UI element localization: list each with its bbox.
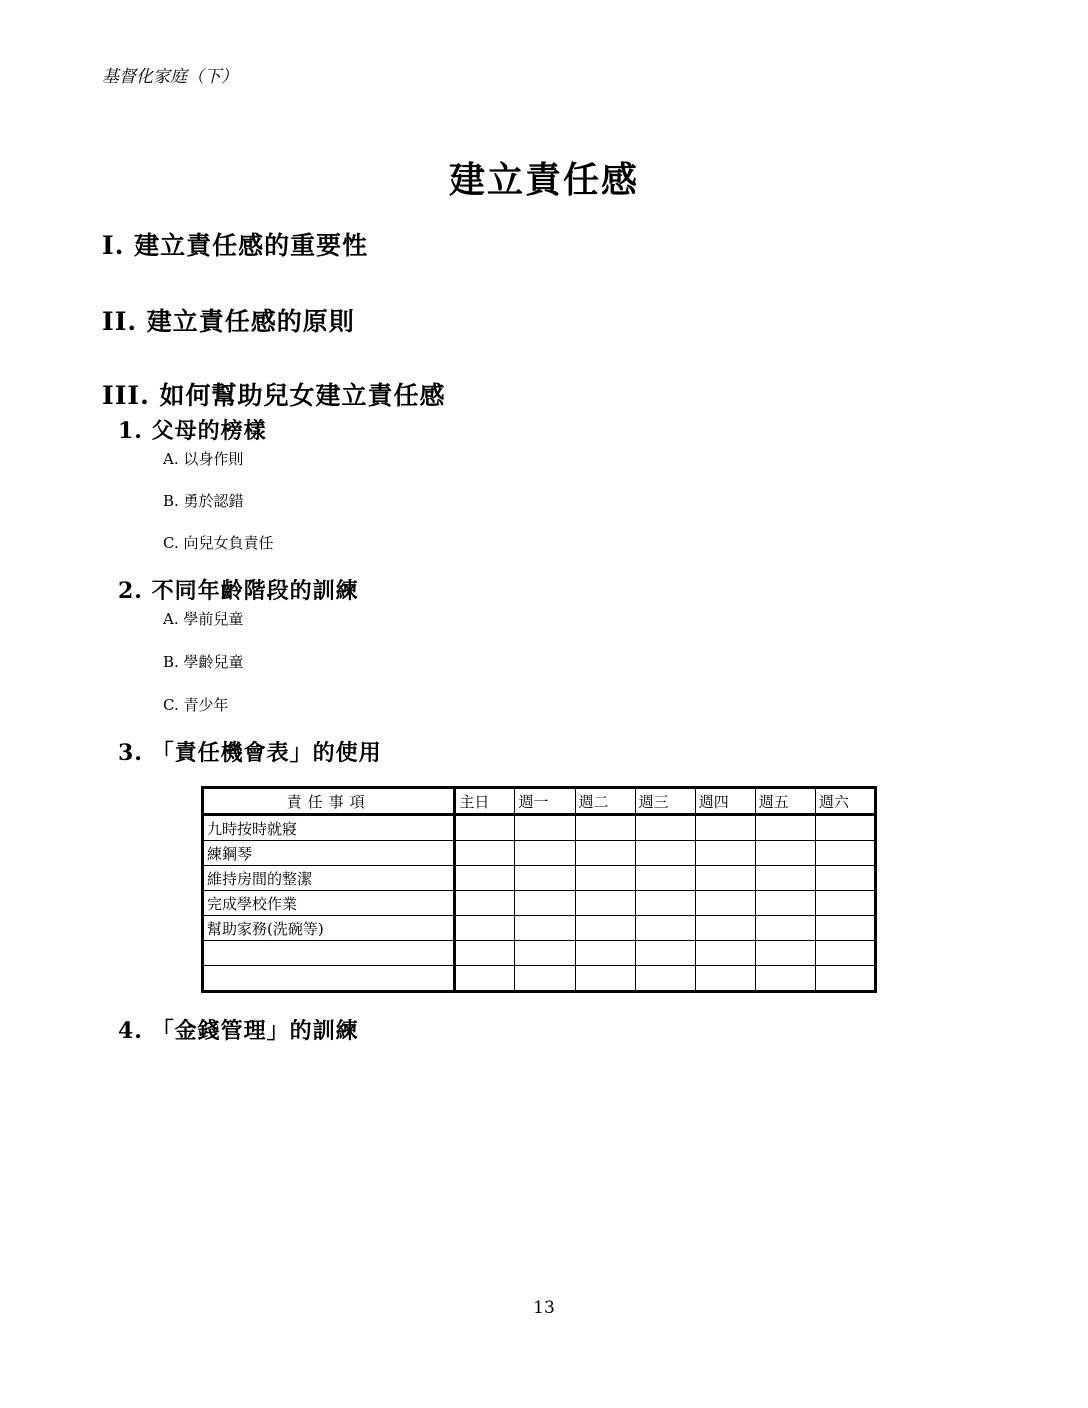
day-cell: [455, 891, 515, 916]
day-cell: [695, 966, 755, 992]
column-header: 責任事項: [203, 788, 455, 815]
day-cell: [635, 866, 695, 891]
day-cell: [755, 916, 815, 941]
day-cell: [515, 841, 575, 866]
day-cell: [635, 841, 695, 866]
table-row: [203, 815, 876, 841]
table-row: [203, 841, 876, 866]
day-cell: [575, 941, 635, 966]
day-cell: [815, 815, 875, 841]
table-header-row: [203, 788, 876, 815]
day-cell: [815, 941, 875, 966]
column-header: 週一: [515, 788, 575, 815]
column-header: 週六: [815, 788, 875, 815]
table-row: [203, 966, 876, 992]
day-cell: [755, 941, 815, 966]
day-cell: [635, 891, 695, 916]
day-cell: [815, 916, 875, 941]
running-header: 基督化家庭（下）: [102, 67, 238, 87]
list-item: A. 學前兒童: [163, 610, 244, 628]
task-cell: 九時按時就寢: [203, 815, 455, 841]
table-row: [203, 916, 876, 941]
section-heading-1: I. 建立責任感的重要性: [102, 231, 369, 260]
subsection-heading-1: 1. 父母的榜樣: [118, 418, 267, 444]
list-item: C. 青少年: [163, 696, 229, 714]
subsection-heading-4: 4. 「金錢管理」的訓練: [118, 1018, 359, 1044]
day-cell: [575, 891, 635, 916]
table-row: [203, 866, 876, 891]
column-header: 週三: [635, 788, 695, 815]
section-heading-3: III. 如何幫助兒女建立責任感: [102, 381, 446, 410]
column-header: 週五: [755, 788, 815, 815]
table-row: [203, 891, 876, 916]
day-cell: [575, 916, 635, 941]
day-cell: [815, 891, 875, 916]
task-cell: 練鋼琴: [203, 841, 455, 866]
day-cell: [455, 815, 515, 841]
day-cell: [755, 841, 815, 866]
subsection-heading-2: 2. 不同年齡階段的訓練: [118, 578, 359, 604]
day-cell: [455, 966, 515, 992]
day-cell: [815, 841, 875, 866]
day-cell: [755, 966, 815, 992]
section-heading-2: II. 建立責任感的原則: [102, 307, 355, 336]
day-cell: [575, 815, 635, 841]
list-item: B. 勇於認錯: [163, 492, 244, 510]
day-cell: [635, 941, 695, 966]
day-cell: [635, 815, 695, 841]
day-cell: [575, 866, 635, 891]
day-cell: [635, 966, 695, 992]
day-cell: [695, 841, 755, 866]
day-cell: [695, 916, 755, 941]
page-title: 建立責任感: [448, 159, 639, 201]
list-item: A. 以身作則: [163, 450, 244, 468]
day-cell: [695, 815, 755, 841]
task-cell: 完成學校作業: [203, 891, 455, 916]
page-number: 13: [533, 1298, 555, 1318]
day-cell: [515, 891, 575, 916]
day-cell: [695, 941, 755, 966]
list-item: B. 學齡兒童: [163, 653, 244, 671]
task-cell: [203, 966, 455, 992]
table-row: [203, 941, 876, 966]
day-cell: [515, 866, 575, 891]
subsection-heading-3: 3. 「責任機會表」的使用: [118, 740, 382, 766]
day-cell: [455, 941, 515, 966]
day-cell: [575, 841, 635, 866]
responsibility-chart-table: [201, 786, 877, 993]
day-cell: [635, 916, 695, 941]
day-cell: [815, 866, 875, 891]
list-item: C. 向兒女負責任: [163, 534, 274, 552]
day-cell: [455, 916, 515, 941]
day-cell: [755, 815, 815, 841]
day-cell: [755, 866, 815, 891]
task-cell: 幫助家務(洗碗等): [203, 916, 455, 941]
day-cell: [455, 841, 515, 866]
task-cell: 維持房間的整潔: [203, 866, 455, 891]
day-cell: [695, 891, 755, 916]
day-cell: [815, 966, 875, 992]
day-cell: [755, 891, 815, 916]
day-cell: [515, 966, 575, 992]
day-cell: [695, 866, 755, 891]
column-header: 週四: [695, 788, 755, 815]
day-cell: [575, 966, 635, 992]
day-cell: [455, 866, 515, 891]
column-header: 週二: [575, 788, 635, 815]
column-header: 主日: [455, 788, 515, 815]
day-cell: [515, 916, 575, 941]
day-cell: [515, 941, 575, 966]
day-cell: [515, 815, 575, 841]
task-cell: [203, 941, 455, 966]
